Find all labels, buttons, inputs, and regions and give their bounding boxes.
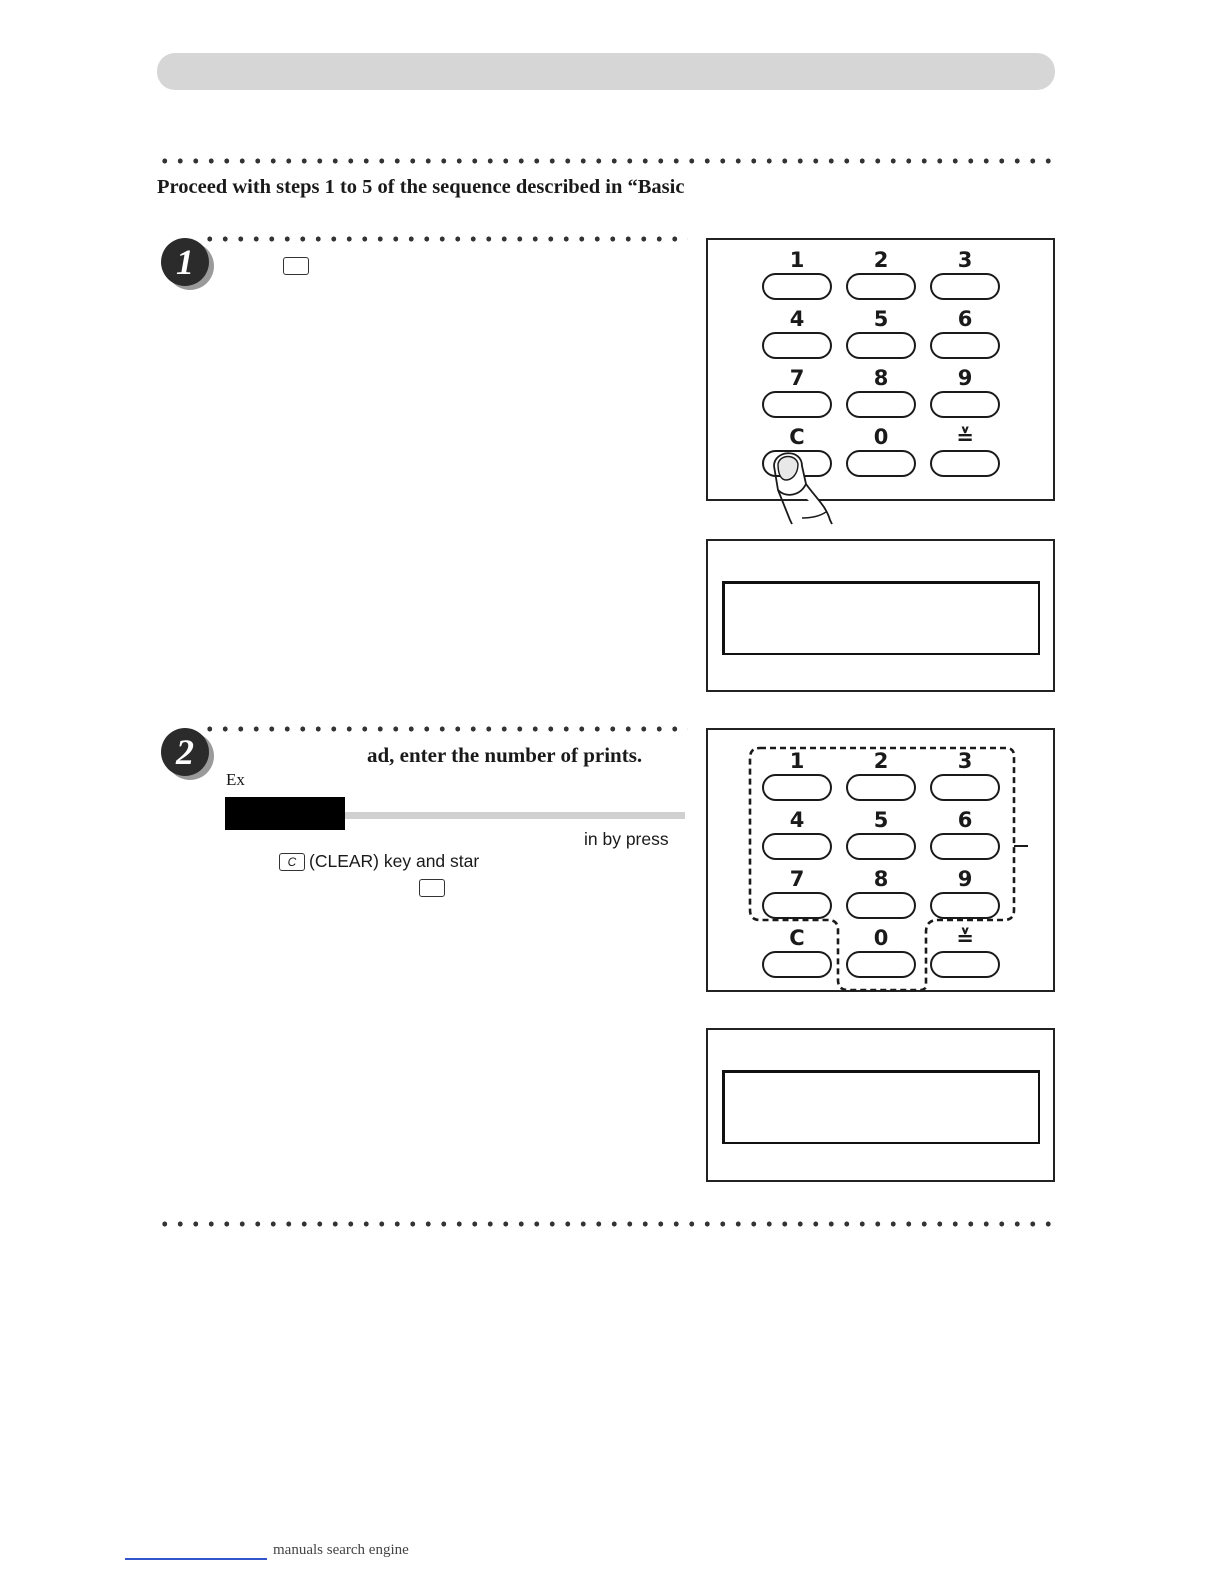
step2-key-3[interactable]: [931, 775, 999, 800]
step2-key-label-5: 5: [873, 808, 889, 832]
dotted-separator-top: [157, 157, 1057, 165]
step1-lcd-panel: [706, 539, 1055, 692]
step2-key-7[interactable]: [763, 893, 831, 918]
step2-lcd-display: [722, 1070, 1040, 1144]
step2-key-label-4: 4: [789, 808, 805, 832]
step2-key-label-1: 1: [789, 749, 805, 773]
step2-key-1[interactable]: [763, 775, 831, 800]
note-line-2-text: (CLEAR) key and star: [309, 851, 480, 871]
step1-key-4[interactable]: [763, 333, 831, 358]
step1-key-12[interactable]: [931, 451, 999, 476]
step1-number: 1: [176, 242, 194, 282]
step1-key-8[interactable]: [847, 392, 915, 417]
step1-key-label-6: 6: [957, 307, 973, 331]
step2-key-label-9: 9: [957, 867, 973, 891]
step2-key-label-2: 2: [873, 749, 889, 773]
step2-key-2[interactable]: [847, 775, 915, 800]
footer-text: manuals search engine: [273, 1542, 409, 1558]
footer-link-underline[interactable]: [125, 1558, 267, 1560]
step2-lcd-panel: [706, 1028, 1055, 1182]
note-heading-bar: [225, 797, 345, 830]
step1-dotted-separator: [202, 235, 688, 243]
step1-key-label-10: C: [789, 425, 805, 449]
step1-key-label-9: 9: [957, 366, 973, 390]
step1-key-11[interactable]: [847, 451, 915, 476]
step1-key-label-2: 2: [873, 248, 889, 272]
step2-key-11[interactable]: [847, 952, 915, 977]
step1-key-1[interactable]: [763, 274, 831, 299]
step1-key-label-1: 1: [789, 248, 805, 272]
step2-key-label-8: 8: [873, 867, 889, 891]
step2-key-12[interactable]: [931, 952, 999, 977]
section-header-bar: [157, 53, 1055, 90]
step1-key-2[interactable]: [847, 274, 915, 299]
step2-key-10[interactable]: [763, 952, 831, 977]
clear-key-icon: C: [279, 853, 305, 871]
finger-pointer-icon: [760, 440, 840, 540]
step1-key-5[interactable]: [847, 333, 915, 358]
step2-badge: [161, 728, 209, 776]
dotted-separator-bottom: [157, 1220, 1057, 1228]
step1-badge: [161, 238, 209, 286]
note-line-2: [279, 851, 479, 872]
step2-example-label: Ex: [226, 770, 245, 789]
note-rule: [345, 812, 685, 819]
step1-key-label-11: 0: [873, 425, 889, 449]
step1-key-7[interactable]: [763, 392, 831, 417]
step1-key-label-5: 5: [873, 307, 889, 331]
step2-keypad-panel: [706, 728, 1055, 992]
step2-instruction: ad, enter the number of prints.: [367, 743, 643, 767]
step1-key-6[interactable]: [931, 333, 999, 358]
step2-key-8[interactable]: [847, 893, 915, 918]
step1-keypad-panel: [706, 238, 1055, 501]
step2-key-label-12: ≚: [956, 926, 974, 950]
step2-key-4[interactable]: [763, 834, 831, 859]
step2-key-label-6: 6: [957, 808, 973, 832]
step1-lcd-display: [722, 581, 1040, 655]
step2-key-label-11: 0: [873, 926, 889, 950]
step2-number: 2: [176, 732, 194, 772]
step2-dotted-separator: [202, 725, 688, 733]
step1-key-label-4: 4: [789, 307, 805, 331]
step2-key-5[interactable]: [847, 834, 915, 859]
step2-key-label-10: C: [789, 926, 805, 950]
step1-key-icon: [283, 257, 309, 275]
step1-key-3[interactable]: [931, 274, 999, 299]
step1-key-label-7: 7: [789, 366, 805, 390]
step1-key-9[interactable]: [931, 392, 999, 417]
step1-key-label-8: 8: [873, 366, 889, 390]
step1-key-label-12: ≚: [956, 425, 974, 449]
step2-key-6[interactable]: [931, 834, 999, 859]
step2-keypad: [708, 730, 1053, 990]
step1-key-label-3: 3: [957, 248, 973, 272]
step2-key-label-3: 3: [957, 749, 973, 773]
step2-key-icon: [419, 879, 445, 897]
note-line-1: in by press: [584, 829, 669, 849]
intro-text: Proceed with steps 1 to 5 of the sequence described in “Basic: [157, 176, 685, 198]
step2-key-9[interactable]: [931, 893, 999, 918]
step2-key-label-7: 7: [789, 867, 805, 891]
